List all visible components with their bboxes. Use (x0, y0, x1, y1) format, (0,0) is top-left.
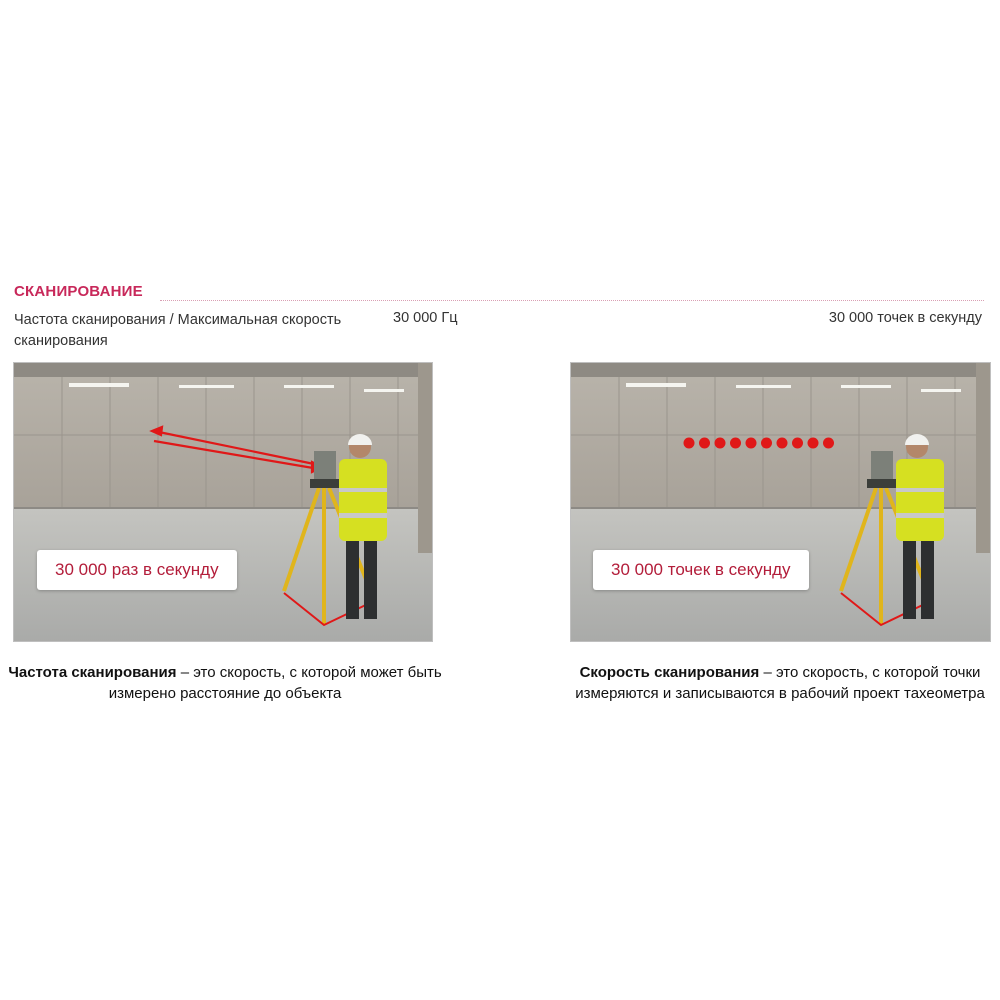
scan-point (823, 438, 834, 449)
spec-label: Частота сканирования / Максимальная скорость сканирования (14, 312, 342, 349)
scan-point (699, 438, 710, 449)
scan-point (808, 438, 819, 449)
section-divider (160, 300, 984, 301)
scan-speed-photo (570, 362, 991, 642)
caption-left-term: Частота сканирования (8, 664, 177, 681)
warehouse-scene-with-points-illustration (571, 363, 991, 642)
warehouse-scene-illustration (14, 363, 433, 642)
caption-left-text: – это скорость, с которой может быть измерено расстояние до объекта (108, 664, 442, 702)
caption-right-text: – это скорость, с которой точки измеряются и записываются в рабочий проект тахеометра (575, 664, 985, 702)
scan-speed-caption (560, 662, 1000, 704)
scan-point (761, 438, 772, 449)
scan-point (777, 438, 788, 449)
scan-point (730, 438, 741, 449)
scan-point (684, 438, 695, 449)
frequency-badge: 30 000 раз в секунду (37, 550, 237, 590)
spec-value: 30 000 Гц (393, 310, 458, 326)
section-title: СКАНИРОВАНИЕ (14, 283, 143, 300)
speed-badge: 30 000 точек в секунду (593, 550, 809, 590)
caption-right-term: Скорость сканирования (579, 664, 760, 681)
spec-unit-value: 30 000 точек в секунду (828, 310, 982, 326)
scan-point (746, 438, 757, 449)
scan-point (792, 438, 803, 449)
scan-frequency-caption (5, 662, 445, 704)
scan-frequency-photo (13, 362, 433, 642)
scan-point (715, 438, 726, 449)
